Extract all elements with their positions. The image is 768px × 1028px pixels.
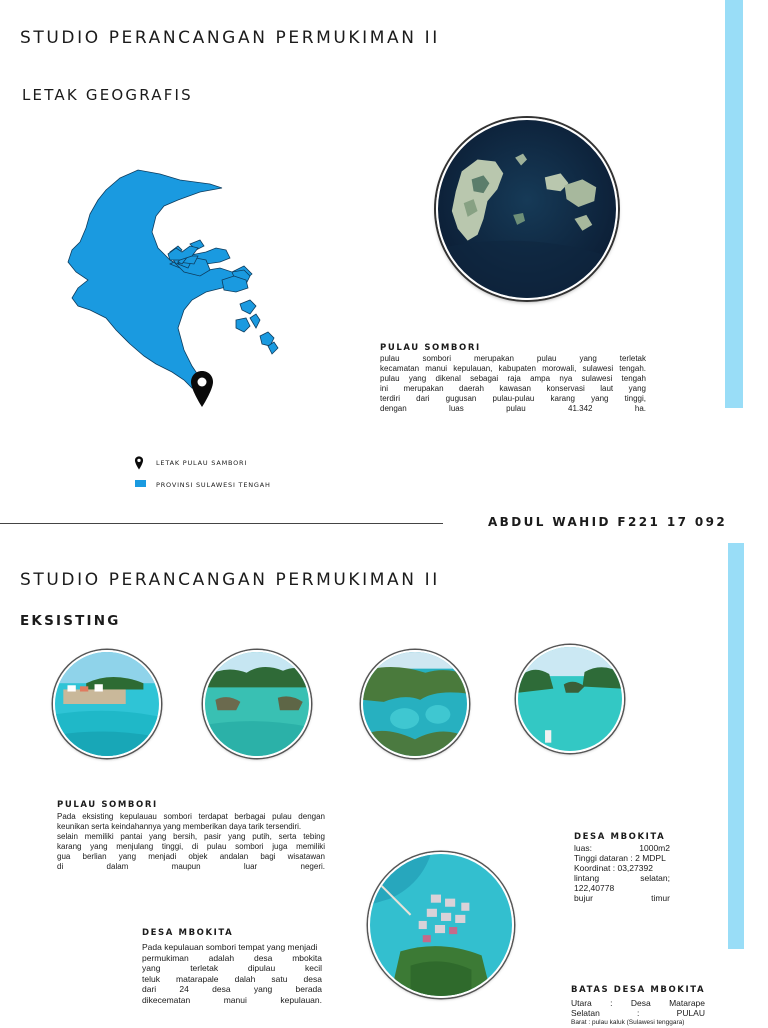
desa-mbokita-description [142,942,322,1005]
text-line: ini merupakan daerah kawasan konservasi laut yang [380,384,646,393]
pulau-sombori-description-1 [380,354,646,414]
text-line: selain memiliki pantai yang bersih, pasir yang putih, serta tebing [57,832,325,841]
text-line: Utara : Desa Matarape [571,998,705,1008]
text-line: Pada kepulauan sombori tempat yang menjadi [142,942,318,952]
text-line: Selatan : PULAU [571,1008,705,1018]
photo-circle-village-aerial [368,852,514,998]
divider-line [0,523,443,524]
desa-mbokita-heading: DESA MBOKITA [142,928,234,938]
text-line: dengan luas pulau 41.342 ha. [380,404,646,413]
section-title-eksisting: EKSISTING [20,613,121,629]
text-line: bujur timur [574,893,670,903]
batas-desa-heading: BATAS DESA MBOKITA [571,985,706,995]
map-pin-icon [190,370,214,408]
text-line: yang terletak dipulau kecil [142,963,322,973]
pulau-sombori-heading-2: PULAU SOMBORI [57,800,158,810]
text-line: pulau yang dikenal sebagai raja ampa nya sulawesi tengah [380,374,646,383]
legend-province-swatch [135,480,146,487]
text-line: dikecematan manui kepulauan. [142,994,322,1005]
text-line: pulau sombori merupakan pulau yang terletak [380,354,646,363]
photo-circle-aerial-islands [361,650,469,758]
desa-info-heading: DESA MBOKITA [574,832,666,842]
desa-info-details [574,843,670,903]
legend-marker-label: LETAK PULAU SAMBORI [156,459,248,467]
photo-circle-sea-view [516,645,624,753]
text-line: luas: 1000m2 [574,843,670,853]
accent-bar-top [725,0,743,408]
page-title-2: STUDIO PERANCANGAN PERMUKIMAN II [20,570,440,590]
text-line: 122,40778 [574,883,615,893]
author-name: ABDUL WAHID F221 17 092 [488,515,728,529]
text-line: teluk matarapale dalah satu desa [142,973,322,984]
text-line: Koordinat : 03,27392 [574,863,653,873]
text-line: kecamatan manui kepulauan, kabupaten morowali, sulawesi tengah. [380,364,646,373]
text-line: Tinggi dataran : 2 MDPL [574,853,666,863]
page-title-1: STUDIO PERANCANGAN PERMUKIMAN II [20,28,440,48]
legend-province-label: PROVINSI SULAWESI TENGAH [156,481,271,489]
text-line: dari 24 desa yang berada [142,984,322,994]
satellite-image-circle [436,118,618,300]
text-line: lintang selatan; [574,873,670,883]
pulau-sombori-heading-1: PULAU SOMBORI [380,343,481,353]
text-line: terdiri dari gugusan pulau-pulau karang yang tinggi, [380,394,646,403]
text-line: karang yang menjulang tinggi, di pulau sombori juga memiliki [57,842,325,851]
accent-bar-bottom [728,543,744,949]
legend-map-pin-icon [134,456,144,470]
photo-circle-village [53,650,161,758]
text-line: permukiman adalah desa mbokita [142,952,322,963]
text-line: di dalam maupun luar negeri. [57,862,325,871]
text-line: keunikan serta keindahannya yang memberikan daya tarik tersendiri. [57,822,302,831]
text-line: gua berlian yang menjadi objek andalan bagi wisatawan [57,852,325,861]
section-title-letak: LETAK GEOGRAFIS [22,86,193,104]
sulawesi-tengah-map [60,160,290,420]
text-line: Barat : pulau kaluk (Sulawesi tenggara) [571,1019,685,1026]
pulau-sombori-description-2 [57,812,325,872]
text-line: Pada eksisting kepulauau sombori terdapat berbagai pulau dengan [57,812,325,821]
photo-circle-lagoon [203,650,311,758]
